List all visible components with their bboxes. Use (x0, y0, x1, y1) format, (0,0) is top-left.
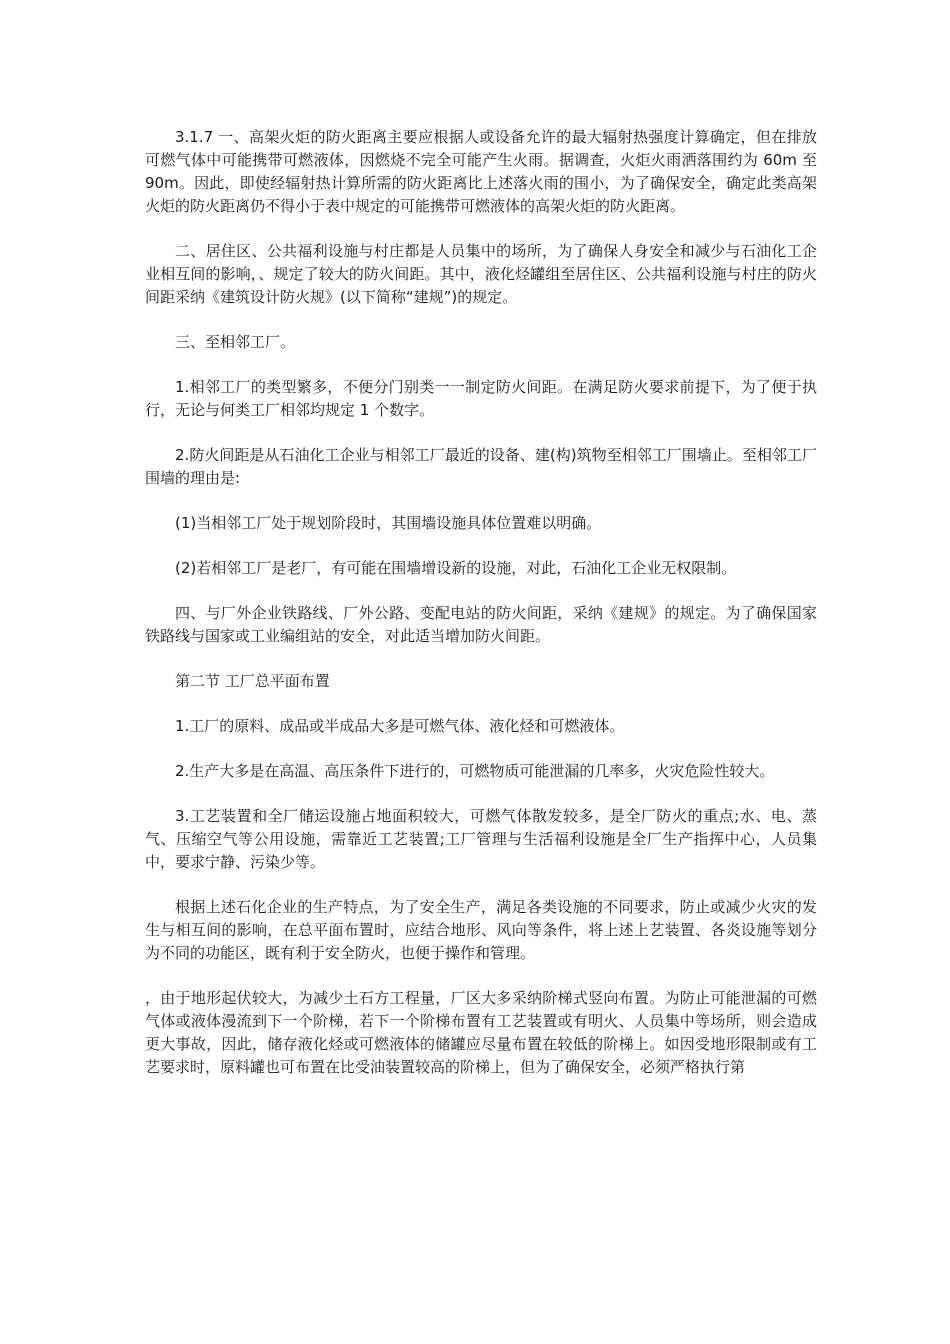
paragraph-reason-2: (2)若相邻工厂是老厂，有可能在围墙增设新的设施，对此，石油化工企业无权限制。 (175, 559, 737, 577)
paragraph-terrain: ，由于地形起伏较大，为减少土石方工程量，厂区大多采纳阶梯式竖向布置。为防止可能泄漏的可燃气体或液体漫流到下一个阶梯，若下一个阶梯布置有工艺装置或有明火、人员集中等场所，则会造成更大事故，因此，储存液化烃或可燃液体的储罐应尽量布置在较低的阶梯上。如因受地形限制或有工艺要求时，原料罐也可布置在比受油装置较高的阶梯上，但为了确保安全，必须严格执行第 (145, 989, 817, 1076)
paragraph-residential-area: 二、居住区、公共福利设施与村庄都是人员集中的场所，为了确保人身安全和减少与石油化工企业相互间的影响，、规定了较大的防火间距。其中，液化烃罐组至居住区、公共福利设施与村庄的防火间距采纳《建筑设计防火规》(以下简称“建规”)的规定。 (145, 242, 817, 306)
paragraph-layout-2: 2.生产大多是在高温、高压条件下进行的，可燃物质可能泄漏的几率多，火灾危险性较大。 (175, 762, 775, 780)
paragraph-railway-distance: 四、与厂外企业铁路线、厂外公路、变配电站的防火间距，采纳《建规》的规定。为了确保国家铁路线与国家或工业编组站的安全，对此适当增加防火间距。 (145, 604, 817, 645)
paragraph-adjacent-factory-heading: 三、至相邻工厂。 (175, 333, 296, 351)
document-body (145, 126, 817, 1101)
paragraph-functional-zones: 根据上述石化企业的生产特点，为了安全生产，满足各类设施的不同要求，防止或减少火灾的发生与相互间的影响，在总平面布置时，应结合地形、风向等条件，将上述上艺装置、各炎设施等划分为不同的功能区，既有利于安全防火，也便于操作和管理。 (145, 898, 817, 962)
section-heading: 第二节 工厂总平面布置 (175, 672, 330, 690)
paragraph-adjacent-factory-2: 2.防火间距是从石油化工企业与相邻工厂最近的设备、建(构)筑物至相邻工厂围墙止。至相邻工厂围墙的理由是: (145, 446, 817, 487)
paragraph-adjacent-factory-1: 1.相邻工厂的类型繁多，不便分门别类一一制定防火间距。在满足防火要求前提下，为了便于执行，无论与何类工厂相邻均规定 1 个数字。 (145, 378, 817, 419)
paragraph-layout-1: 1.工厂的原料、成品或半成品大多是可燃气体、液化烃和可燃液体。 (175, 717, 625, 735)
paragraph-flare-distance: 3.1.7 一、高架火炬的防火距离主要应根据人或设备允许的最大辐射热强度计算确定，但在排放可燃气体中可能携带可燃液体，因燃烧不完全可能产生火雨。据调查，火炬火雨洒落围约为 60m 至 90m。因此，即使经辐射热计算所需的防火距离比上述落火雨的围小，为了确保安全，确定此类高架火炬的防火距离仍不得小于表中规定的可能携带可燃液体的高架火炬的防火距离。 (145, 128, 817, 215)
paragraph-layout-3: 3.工艺装置和全厂储运设施占地面积较大，可燃气体散发较多，是全厂防火的重点;水、电、蒸气、压缩空气等公用设施，需靠近工艺装置;工厂管理与生活福利设施是全厂生产指挥中心，人员集中，要求宁静、污染少等。 (145, 807, 817, 871)
paragraph-reason-1: (1)当相邻工厂处于规划阶段时，其围墙设施具体位置难以明确。 (175, 514, 602, 532)
